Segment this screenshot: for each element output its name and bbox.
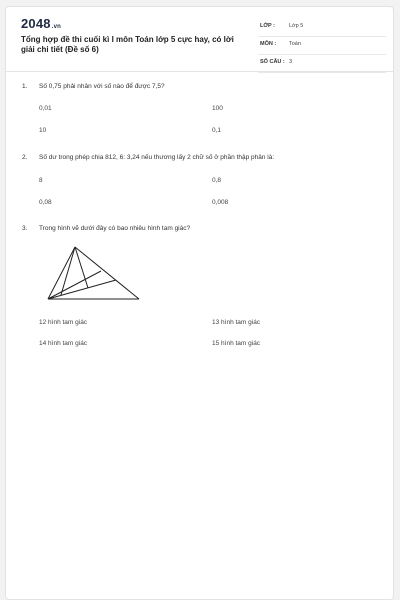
question-number: 3. <box>22 225 28 232</box>
question-number: 2. <box>22 154 28 161</box>
page-header <box>6 7 393 72</box>
meta-label: SỐ CÂU : <box>260 59 285 65</box>
meta-value: 3 <box>289 59 293 65</box>
site-logo[interactable] <box>21 16 61 31</box>
q3-option-d[interactable]: 15 hình tam giác <box>212 340 261 347</box>
question-text: Số dư trong phép chia 812, 6: 3,24 nếu thương lấy 2 chữ số ở phần thập phân là: <box>39 154 275 161</box>
figure-line <box>75 247 139 299</box>
question-number: 1. <box>22 83 28 90</box>
triangle-figure <box>46 244 146 302</box>
figure-line <box>48 280 116 299</box>
q1-option-c[interactable]: 10 <box>39 127 47 134</box>
q2-option-c[interactable]: 0,08 <box>39 199 52 206</box>
meta-label: LỚP : <box>260 23 275 29</box>
q1-option-d[interactable]: 0,1 <box>212 127 222 134</box>
logo-sub: .vn <box>51 24 62 30</box>
q2-option-a[interactable]: 8 <box>39 177 43 184</box>
meta-row-subject <box>258 37 386 55</box>
exam-meta <box>258 19 386 73</box>
figure-line <box>48 247 75 299</box>
meta-row-class <box>258 19 386 37</box>
q3-option-a[interactable]: 12 hình tam giác <box>39 319 88 326</box>
question-text: Trong hình vẽ dưới đây có bao nhiêu hình tam giác? <box>39 225 191 232</box>
figure-line <box>48 271 101 299</box>
meta-label: MÔN : <box>260 41 277 47</box>
q1-option-b[interactable]: 100 <box>212 105 223 112</box>
meta-value: Lớp 5 <box>289 23 304 29</box>
q3-option-c[interactable]: 14 hình tam giác <box>39 340 88 347</box>
q2-option-b[interactable]: 0,8 <box>212 177 222 184</box>
meta-value: Toán <box>289 41 301 47</box>
q3-option-b[interactable]: 13 hình tam giác <box>212 319 261 326</box>
q1-option-a[interactable]: 0,01 <box>39 105 52 112</box>
exam-sheet <box>5 6 394 600</box>
q2-option-d[interactable]: 0,008 <box>212 199 229 206</box>
question-text: Số 0,75 phải nhân với số nào để được 7,5? <box>39 83 165 90</box>
meta-row-count <box>258 55 386 73</box>
document-title: Tổng hợp đề thi cuối kì I môn Toán lớp 5 cực hay, có lời giải chi tiết (Đề số 6) <box>21 35 234 54</box>
logo-main: 2048 <box>21 16 51 31</box>
